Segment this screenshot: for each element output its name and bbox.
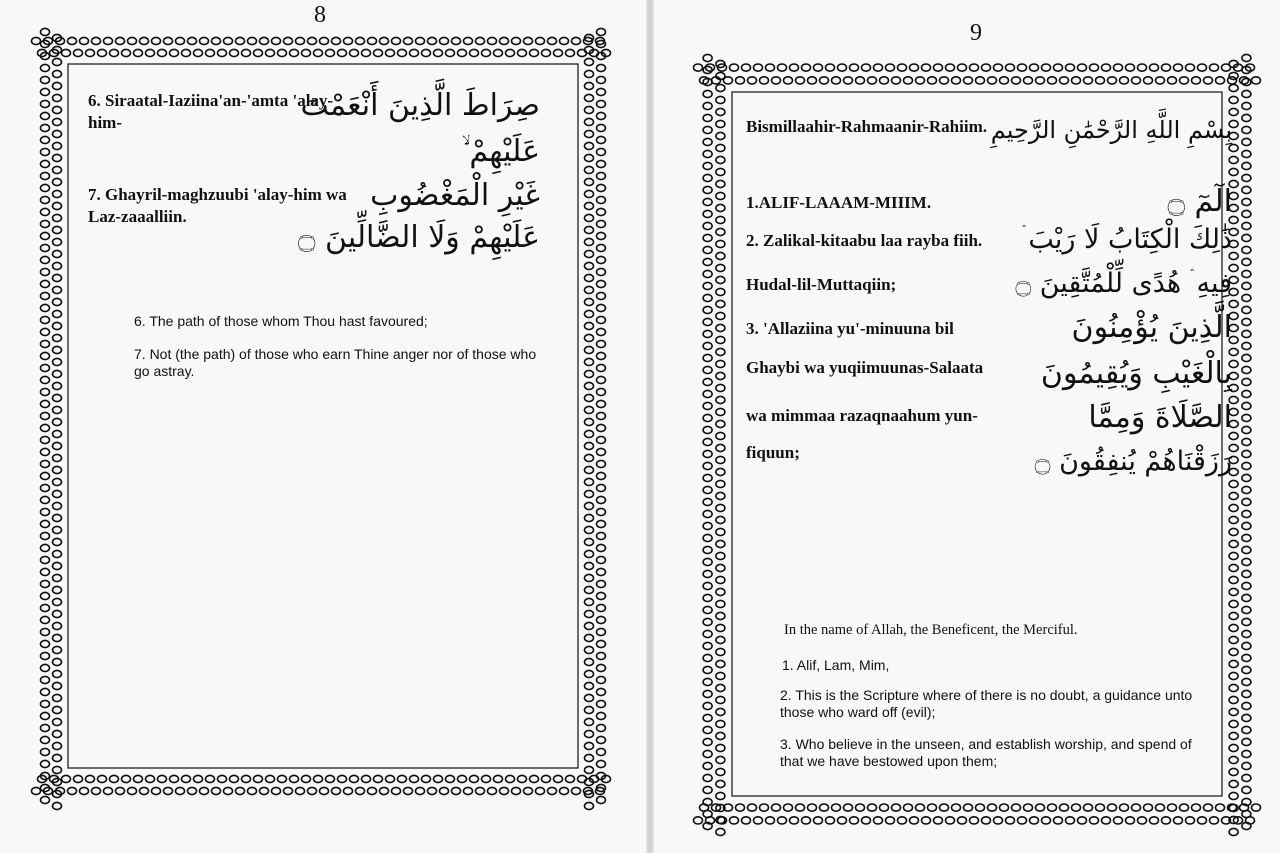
verse-2-transliteration-line2: Hudal-lil-Muttaqiin;: [746, 275, 897, 294]
verse-6-arabic-line2: عَلَيْهِمْ ۙ: [461, 134, 540, 169]
page-number-left: 8: [314, 2, 326, 28]
verse-1-arabic: الٓمٓ ۝: [1167, 184, 1232, 219]
basmala-transliteration: Bismillaahir-Rahmaanir-Rahiim.: [746, 117, 987, 136]
verse-7-arabic-line1: غَيْرِ الْمَغْضُوبِ: [370, 178, 540, 213]
translation-basmala: In the name of Allah, the Beneficent, the Merciful.: [784, 622, 1078, 638]
verse-3-transliteration-line3: wa mimmaa razaqnaahum yun-: [746, 406, 978, 425]
translation-verse-1: 1. Alif, Lam, Mim,: [782, 657, 890, 673]
verse-2-arabic-line1: ذَٰلِكَ الْكِتَابُ لَا رَيْبَ ۛ: [1021, 224, 1232, 255]
page-number-right: 9: [970, 20, 982, 46]
translation-verse-7: 7. Not (the path) of those who earn Thine anger nor of those who go astray.: [134, 346, 537, 379]
verse-1-transliteration: 1.ALIF-LAAAM-MIIIM.: [746, 193, 932, 212]
translation-verse-6: 6. The path of those whom Thou hast favoured;: [134, 313, 428, 329]
verse-3-arabic-line4: رَزَقْنَاهُمْ يُنفِقُونَ ۝: [1034, 446, 1232, 477]
translation-verse-2: 2. This is the Scripture where of there is no doubt, a guidance unto those who ward off (evil);: [780, 687, 1193, 720]
verse-7-arabic-line2: عَلَيْهِمْ وَلَا الضَّالِّينَ ۝: [297, 220, 540, 255]
verse-6-transliteration: 6. Siraatal-Iaziina'an-'amta 'alay-him-: [88, 91, 334, 132]
translation-verse-3: 3. Who believe in the unseen, and establish worship, and spend of that we have bestowed upon them;: [780, 736, 1192, 769]
verse-3-transliteration-line1: 3. 'Allaziina yu'-minuuna bil: [746, 319, 954, 338]
verse-3-arabic-line3: الصَّلَاةَ وَمِمَّا: [1088, 400, 1232, 435]
verse-3-arabic-line1: الَّذِينَ يُؤْمِنُونَ: [1071, 310, 1232, 345]
basmala-arabic: بِسْمِ اللَّهِ الرَّحْمَٰنِ الرَّحِيمِ: [990, 116, 1232, 144]
book-gutter: [646, 0, 654, 853]
verse-6-arabic-line1: صِرَاطَ الَّذِينَ أَنْعَمْتَ: [300, 88, 540, 123]
verse-7-transliteration: 7. Ghayril-maghzuubi 'alay-him wa Laz-zaaalliin.: [88, 185, 347, 226]
verse-3-transliteration-line2: Ghaybi wa yuqiimuunas-Salaata: [746, 358, 984, 377]
verse-2-arabic-line2: فِيهِ ۛ هُدًى لِّلْمُتَّقِينَ ۝: [1015, 268, 1232, 299]
verse-3-arabic-line2: بِالْغَيْبِ وَيُقِيمُونَ: [1040, 356, 1232, 391]
right-page: [654, 0, 1280, 853]
verse-2-transliteration-line1: 2. Zalikal-kitaabu laa rayba fiih.: [746, 231, 983, 250]
verse-3-transliteration-line4: fiquun;: [746, 443, 800, 462]
